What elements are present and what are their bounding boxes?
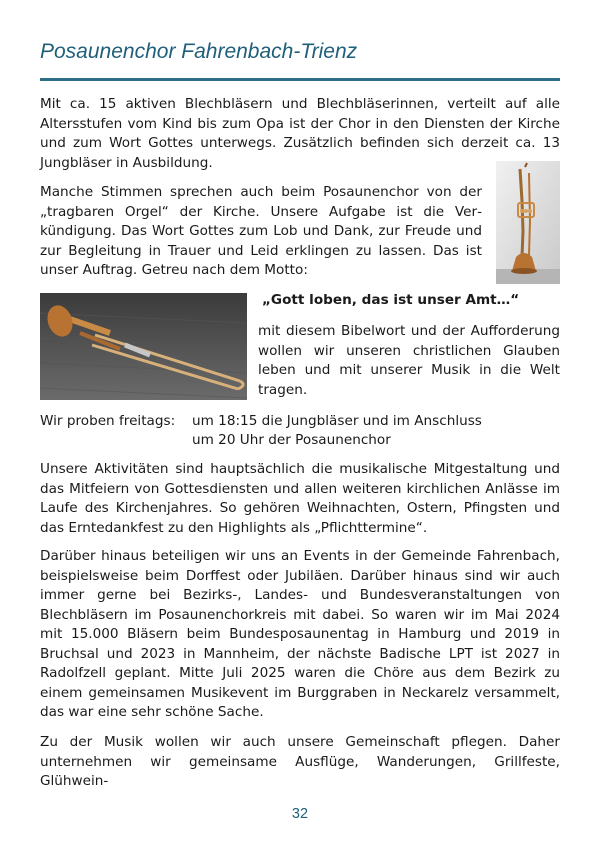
page-title: Posaunenchor Fahrenbach-Trienz — [40, 40, 358, 63]
trumpet-photo — [496, 161, 560, 284]
organ-paragraph: Manche Stimmen sprechen auch beim Posaunenchor von der „tragbaren Orgel“ der Kirche. Unsere Aufgabe ist die Verkündigung. Das Wort Gottes zum Lob und Dank, zur Freude und zur Begleitung in Trauer und Leid erklingen zu lassen. Das ist unser Auftrag. Getreu nach dem Motto: — [40, 184, 482, 278]
trombone-photo — [40, 293, 247, 400]
activities-paragraph: Unsere Aktivitäten sind hauptsächlich die musikalische Mitgestaltung und das Mitfeiern von Gottesdiensten und allen weiteren kirchlichen Anlässe im Laufe des Kirchenjahres. So gehören Weihnachten, Ostern, Pfingsten und das Erntedankfest zu den Highlights als „Pflichttermine“. — [40, 461, 560, 536]
motto-quote: „Gott loben, das ist unser Amt…“ — [262, 292, 520, 308]
community-paragraph: Zu der Musik wollen wir auch unsere Gemeinschaft pflegen. Daher unternehmen wir gemeinsame Ausflüge, Wanderungen, Grillfeste, Glühwein- — [40, 734, 560, 789]
title-rule — [40, 78, 560, 81]
rehearsal-time-youth: um 18:15 die Jungbläser und im Anschluss — [192, 413, 482, 429]
intro-paragraph: Mit ca. 15 aktiven Blechbläsern und Blechbläserinnen, verteilt auf alle Altersstufen vom Kind bis zum Opa ist der Chor in den Diensten der Kirche und zum Wort Gottes unterwegs. Zusätzlich befinden sich derzeit ca. 13 Jungbläser in Ausbildung. — [40, 96, 560, 171]
mission-paragraph: mit diesem Bibelwort und der Aufforderung wollen wir unseren christlichen Glauben leben und mit unserer Musik in die Welt tragen. — [258, 323, 560, 398]
rehearsal-label: Wir proben freitags: — [40, 413, 176, 429]
events-paragraph: Darüber hinaus beteiligen wir uns an Events in der Gemeinde Fahrenbach, beispielsweise beim Dorffest oder Jubiläen. Darüber hinaus sind wir auch immer gerne bei Bezirks-, Landes- und Bundesveranstaltungen von Blechbläsern im Posaunenchorkreis mit dabei. So waren wir im Mai 2024 mit 15.000 Bläsern beim Bundesposaunentag in Hamburg und 2019 in Bruchsal und 2023 in Mannheim, der nächste Badische LPT ist 2027 in Radolfzell geplant. Mitte Juli 2025 waren die Chöre aus dem Bezirk zu einem gemeinsamen Musikevent im Burggraben in Neckarelz versammelt, das war eine sehr schöne Sache. — [40, 548, 560, 720]
page-number: 32 — [291, 806, 309, 822]
rehearsal-time-choir: um 20 Uhr der Posaunenchor — [192, 432, 391, 448]
